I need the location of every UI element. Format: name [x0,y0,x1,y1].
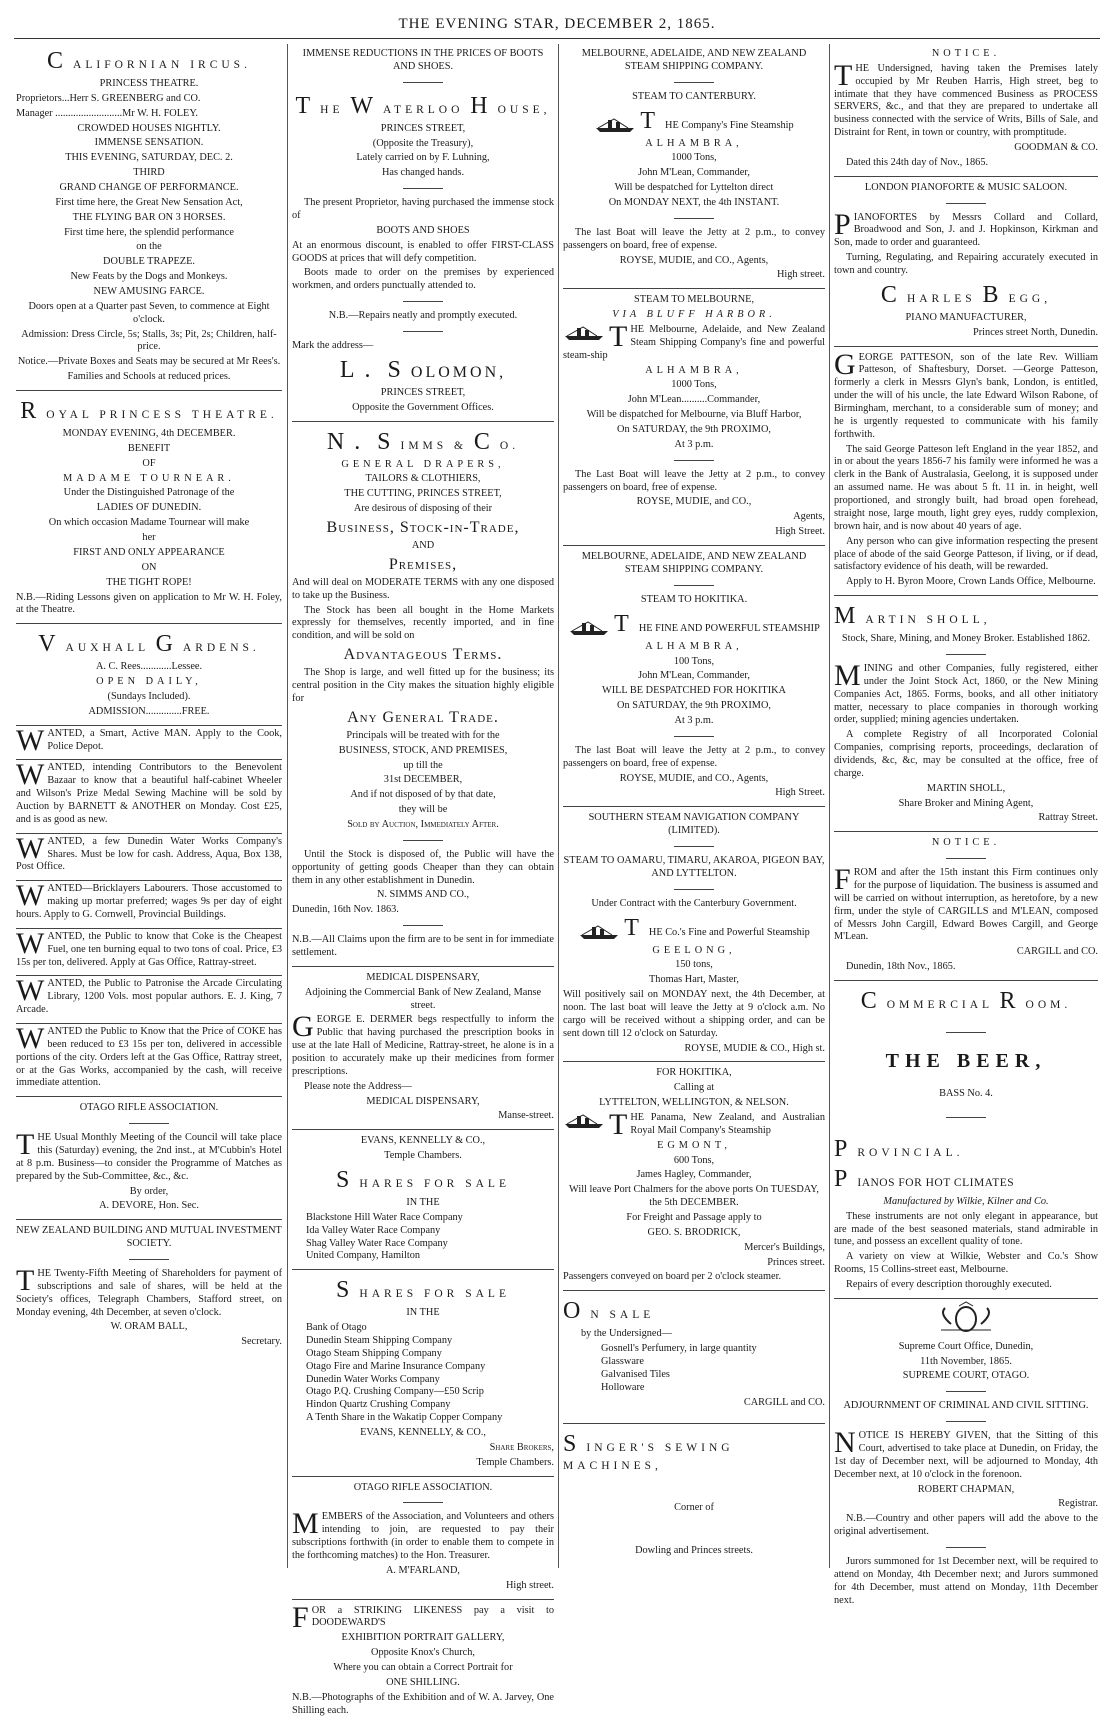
circus-ad [16,46,282,384]
wanted-ad: WANTED, the Public to know that Coke is the Cheapest Fuel, one ten burning equal to two tons of coal. Price, £3 15s per ton, delivered. Apply at Gas Office, Rattray-street. [16,926,282,968]
ad-line: Business, Stock-in-Trade, [326,519,520,537]
ad-line: OF [142,457,156,469]
ad-line: Under Contract with the Canterbury Government. [591,897,797,909]
list-item: Holloware [601,1381,645,1393]
ad-signature: ROBERT CHAPMAN, [917,1483,1015,1495]
wanted-ad: WANTED, intending Contributors to the Benevolent Bazaar to know that a beautiful half-cabinet Wheeler and Wilson's Prize Medal Sewing Machine will be sold by Auction by BARNETT & ANOTHER on Monday. Cost £25, and is as good as new. [16,758,282,825]
steam-melbourne-ad [563,294,825,539]
list-item: Gosnell's Perfumery, in large quantity [601,1343,757,1355]
ad-line: EXHIBITION PORTRAIT GALLERY, [341,1632,505,1644]
ad-line: PRINCES STREET, [380,386,466,398]
list-item: Otago Fire and Marine Insurance Company [306,1360,486,1372]
ad-line: (Opposite the Treasury), [372,137,474,149]
ad-line: by the Undersigned— [581,1328,672,1340]
steamship-icon [563,324,605,342]
ad-line: Share Broker and Mining Agent, [898,797,1034,809]
wanted-ad: WANTED, a Smart, Active MAN. Apply to the Cook, Police Depot. [16,723,282,757]
ad-signature: ROYSE, MUDIE, and CO., Agents, [619,772,769,784]
ad-line: PRINCESS THEATRE. [99,78,199,89]
ad-body: ROM and after the 15th instant this Firm continues only for the purpose of liquidation. The business is assumed and will be carried on without interruption, as heretofore, by a new firm, under the style of CARGILLS and M'LEAN, composed of Messrs John Cargill, Edward Bowes Cargill, and George M'Lean. [834,867,1098,943]
cargill-notice: NOTICE. FROM and after the 15th instant this Firm continues only for the purpose of liquidation. The business is assumed and will be carried on without interruption, as heretofore, by a new firm, under the style of CARGILLS and M'LEAN, composed of Messrs John Cargill, Edward Bowes Cargill, and George M'Lean. CARGILL and CO. Dunedin, 18th Nov., 1865. [834,837,1098,973]
ad-line: THE Company's Fine Steamship [563,106,825,136]
ad-line: Advantageous Terms. [343,646,503,664]
list-item: Otago P.Q. Crushing Company—£50 Scrip [306,1386,484,1398]
ad-line: Secretary. [241,1336,282,1348]
ad-line: THE Co.'s Fine and Powerful Steamship [563,913,825,943]
ad-body: At an enormous discount, is enabled to offer FIRST-CLASS GOODS at prices that will defy competition. [292,239,554,264]
ad-body: EORGE E. DERMER begs respectfully to inform the Public that having purchased the prescription books in use at the late Hall of Medicine, Rattray-street, he alone is in a position to accurately make up their medicines from former prescriptions. [292,1014,554,1077]
ad-line: N.B.—Riding Lessons given on application to Mr W. H. Foley, at the Theatre. [16,591,282,616]
ad-heading: STEAM TO MELBOURNE, [633,294,755,306]
ad-line: High Street. [775,526,825,538]
ad-body: HE Undersigned, having taken the Premises lately occupied by Mr Reuben Harris, High street, beg to intimate that they have commenced Business as PROCESS SERVERS, &c., and that they are prepared to undertake all business connected with the service of Writs, Bills of Sale, and Distraint for Rent, in town or country, with promptitude. [834,62,1098,139]
ad-body: A variety on view at Wilkie, Webster and Co.'s Show Rooms, 15 Collins-street east, Melbourne. [834,1251,1098,1276]
singer-ad [563,1429,825,1557]
ad-line: 11th November, 1865. [920,1355,1012,1367]
ad-line: And if not disposed of by that date, [350,789,496,801]
ad-heading: THE WATERLOO HOUSE, [295,92,551,119]
ad-line: On MONDAY NEXT, the 4th INSTANT. [608,197,780,209]
ad-line: Admission: Dress Circle, 5s; Stalls, 3s; Pit, 2s; Children, half-price. [21,328,277,353]
ad-heading: VAUXHALL GARDENS. [38,631,260,658]
ad-line: By order, [129,1185,169,1197]
ad-line: up till the [403,759,443,771]
ad-body: Will positively sail on MONDAY next, the 4th December, at noon. The last boat will leave the Jetty at 9 o'clock a.m. No cargo will be received without a shipping order, and can be sent down till 12 o'clock on Saturday. [563,989,825,1039]
ad-line: NEW AMUSING FARCE. [93,286,205,298]
ad-line: BASS No. 4. [939,1087,993,1099]
ad-line: Calling at [673,1082,715,1094]
ad-heading: MELBOURNE, ADELAIDE, AND NEW ZEALAND STEAM SHIPPING COMPANY. [581,551,807,575]
ad-line: Sold by Auction, Immediately After. [347,818,499,830]
ad-line: First time here, the Great New Sensation Act, [55,196,243,208]
ad-body: HE Twenty-Fifth Meeting of Shareholders for payment of subscriptions and sale of shares, will be held at the Society's offices, Telegraph Chambers, Stafford street, on Monday evening, 4th December, at seven o'clock. [16,1268,282,1318]
ad-heading: THE BEER, [885,1049,1047,1072]
ad-body: HE Usual Monthly Meeting of the Council will take place this (Saturday) evening, the 2nd inst., at M'Cubbin's Hotel at 8 p.m. Business—to consider the Programme of Matches as prepared by the Sub-Committee, &c., &c. [16,1132,282,1182]
list-item: Glassware [601,1356,644,1368]
ad-body: Apply to H. Byron Moore, Crown Lands Office, Melbourne. [846,576,1096,588]
ad-heading: PROVINCIAL. [834,1135,964,1162]
provincial-ad [834,1134,1098,1292]
ad-line: EGMONT, [657,1139,731,1151]
ad-line: WILL BE DESPATCHED FOR HOKITIKA [601,685,786,697]
ad-heading: OTAGO RIFLE ASSOCIATION. [79,1102,219,1114]
shares-ad-2 [292,1275,554,1469]
ad-line: THE CUTTING, PRINCES STREET, [344,488,502,500]
ad-line: BOOTS AND SHOES [376,224,470,236]
ad-line: STEAM TO HOKITIKA. [640,593,748,605]
royal-princess-ad [16,396,282,617]
ad-heading: CALIFORNIAN IRCUS. [47,48,251,74]
ad-signature: ROYSE, MUDIE, and CO., [636,496,752,508]
ad-line: EVANS, KENNELLY & CO., [360,1135,486,1147]
ad-heading: IMMENSE REDUCTIONS IN THE PRICES OF BOOTS AND SHOES. [302,48,544,72]
ad-signature: GEO. S. BRODRICK, [647,1226,741,1238]
ad-body: THE Panama, New Zealand, and Australian Royal Mail Company's Steamship [563,1112,825,1138]
ad-line: Mark the address— [292,340,374,352]
ad-line: A. C. Rees............Lessee. [95,661,203,673]
ad-line: ALHAMBRA, [645,364,743,376]
ad-heading: MELBOURNE, ADELAIDE, AND NEW ZEALAND STEAM SHIPPING COMPANY. [581,48,807,72]
ad-body: Until the Stock is disposed of, the Public will have the opportunity of getting goods Cheaper than they can obtain them in any other establishment in Dunedin. [292,848,554,886]
ad-signature: ROYSE, MUDIE, and CO., Agents, [619,254,769,266]
ad-body: OR a STRIKING LIKENESS pay a visit to DOODEWARD'S [311,1604,554,1629]
egmont-ad [563,1067,825,1284]
ad-heading: NEW ZEALAND BUILDING AND MUTUAL INVESTMENT SOCIETY. [16,1225,282,1250]
list-item: Galvanised Tiles [601,1368,670,1380]
ad-line: GRAND CHANGE OF PERFORMANCE. [59,182,239,194]
ad-line: Opposite the Government Offices. [352,401,494,413]
ad-line: James Hagley, Commander, [636,1169,752,1181]
ad-line: IN THE [406,1307,440,1319]
column-3 [563,46,825,1566]
ad-line: they will be [398,804,448,816]
ad-heading: NOTICE. [931,837,1001,849]
ad-line: MADAME TOURNEAR. [63,472,235,484]
ad-line: IMMENSE SENSATION. [94,137,204,149]
royal-arms-icon [834,1304,1098,1339]
ad-signature: A. M'FARLAND, [385,1564,461,1576]
supreme-court-notice: Supreme Court Office, Dunedin, 11th November, 1865. SUPREME COURT, OTAGO. ADJOURNMENT OF CRIMINAL AND CIVIL SITTING. NOTICE IS HEREBY GIVEN, that the Sitting of this Court, advertised to take place at Dunedin, on Friday, the 1st day of December next, will be adjourned to Monday, 4th December next, at 10 o'clock in the forenoon. ROBERT CHAPMAN, Registrar. N.B.—Country and other papers will add the above to the original advertisement. Jurors summoned for 1st December next, will be required to attend on Monday, 4th December next; and Jurors summoned for 4th December, must attend on Monday, 11th December next. [834,1304,1098,1608]
ad-line: ADMISSION..............FREE. [88,705,210,717]
vauxhall-ad [16,629,282,718]
ad-line: OPEN DAILY, [96,676,202,688]
ad-heading: COMMERCIAL ROOM. [860,987,1072,1014]
ad-line: Corner of [674,1501,714,1513]
ad-line: (Sundays Included). [107,690,191,702]
list-item: Blackstone Hill Water Race Company [306,1211,463,1223]
ad-body: Repairs of every description thoroughly executed. [846,1279,1052,1290]
ad-line: on the [136,241,162,253]
ad-heading: LONDON PIANOFORTE & MUSIC SALOON. [864,181,1068,193]
ad-line: Thomas Hart, Master, [649,974,739,986]
steamship-icon [594,116,636,134]
ad-heading: N. SIMMS & CO. [326,428,520,455]
ad-body: INING and other Companies, fully registered, either under the Joint Stock Act, 1860, or the New Mining Companies Act, 1865. Forms, books, and all other initiatory matter, necessary to place companies in thorough working order, supplied; mining agencies undertaken. [834,662,1098,726]
list-item: A Tenth Share in the Wakatip Copper Company [306,1412,503,1424]
ad-line: Principals will be treated with for the [346,729,500,741]
ad-line: Doors open at a Quarter past Seven, to commence at Eight o'clock. [28,300,270,325]
ad-line: Manager ..........................Mr W. H. FOLEY. [16,107,198,119]
ad-line: 1000 Tons, [671,152,717,164]
ad-line: Will leave Port Chalmers for the above ports On TUESDAY, the 5th DECEMBER. [569,1184,819,1209]
ad-body: A complete Registry of all Incorporated Colonial Companies, comprising reports, proceedings, declaration of dividends, &c, &c, may be consulted at the office, free of charge. [834,729,1098,779]
portrait-gallery-ad: FOR a STRIKING LIKENESS pay a visit to DOODEWARD'S EXHIBITION PORTRAIT GALLERY, Opposite Knox's Church, Where you can obtain a Correct Portrait for ONE SHILLING. N.B.—Photographs of the Exhibition and of W. A. Jarvey, One Shilling each. [292,1600,554,1716]
ad-body: The Last Boat will leave the Jetty at 2 p.m., to convey passengers on board, free of expense. [563,468,825,493]
medical-dispensary-ad: MEDICAL DISPENSARY, Adjoining the Commercial Bank of New Zealand, Manse street. GEORGE E. DERMER begs respectfully to inform the Public that having purchased the prescription books in use at the late Hall of Medicine, Rattray-street, he alone is in a position to accurately make up their medicines from former prescriptions. Please note the Address— MEDICAL DISPENSARY, Manse-street. [292,971,554,1122]
ad-signature: N. SIMMS AND CO., [376,889,470,901]
wanted-ad: WANTED, a few Dunedin Water Works Company's Shares. Must be low for cash. Address, Aqua, Box 138, Post Office. [16,831,282,873]
ad-body: And will deal on MODERATE TERMS with any one disposed to take up the Business. [292,576,554,601]
ad-line: Are desirous of disposing of their [353,503,493,515]
ad-line: 600 Tons, [673,1154,715,1166]
ad-line: Where you can obtain a Correct Portrait for [333,1662,513,1674]
ad-body: Jurors summoned for 1st December next, will be required to attend on Monday, 4th December next; and Jurors summoned for 4th December, must attend on Monday, 11th December next. [834,1556,1098,1606]
ad-body: The said George Patteson left England in the year 1852, and in or about the years 1856-7 his family were informed he was a clerk in the Bank of Australasia, Geelong, it is supposed under an assumed name. He was about 5 ft. 11 in. in height, well proportioned, and strongly built, had broad open forehead, straight nose, large mouth, light grey eyes, ruddy complexion, brown hair, and is now about 40 years of age. [834,443,1098,532]
ad-line: John M'Lean..........Commander, [627,394,761,406]
ad-heading: VIA BLUFF HARBOR. [612,309,776,321]
martin-sholl-ad: MARTIN SHOLL, Stock, Share, Mining, and Money Broker. Established 1862. MINING and other Companies, fully registered, either under the Joint Stock Act, 1860, or the New Mining Companies Act, 1865. Forms, books, and all other initiatory matter, necessary to place companies in thorough working order, supplied; mining agencies undertaken. A complete Registry of all Incorporated Colonial Companies, comprising reports, proceedings, declaration of dividends, &c, &c, may be consulted at the office, free of charge. MARTIN SHOLL, Share Broker and Mining Agent, Rattray Street. [834,603,1098,824]
ad-line: THIS EVENING, SATURDAY, DEC. 2. [65,152,233,164]
wanted-ad: WANTED the Public to Know that the Price of COKE has been reduced to £3 15s per ton, delivered in accessible portions of the city. Orders left at the Gas Office, Rattray street, or at the Gas Works, accompanied by the cash, will receive immediate attention. [16,1021,282,1089]
ad-body: The last Boat will leave the Jetty at 2 p.m., to convey passengers on board, free of expense. [563,226,825,251]
southern-steam-ad [563,812,825,1055]
ad-line: STEAM TO CANTERBURY. [632,90,756,102]
building-society-ad: NEW ZEALAND BUILDING AND MUTUAL INVESTMENT SOCIETY. THE Twenty-Fifth Meeting of Shareholders for payment of subscriptions and sale of shares, will be held at the Society's offices, Telegraph Chambers, Stafford street, on Monday evening, 4th December, at seven o'clock. W. ORAM BALL, Secretary. [16,1225,282,1348]
ad-line: New Feats by the Dogs and Monkeys. [70,271,228,283]
ad-signature: ROYSE, MUDIE & CO., High st. [684,1042,825,1054]
ad-line: TAILORS & CLOTHIERS, [365,473,481,485]
ad-line: First time here, the splendid performance [64,226,234,238]
ad-line: On SATURDAY, the 9th PROXIMO, [617,700,771,712]
ad-line: GEELONG, [652,944,736,956]
ad-line: Share Brokers, [489,1441,554,1453]
ad-line: PRINCES STREET, [380,122,466,134]
ad-line: Mercer's Buildings, [744,1241,825,1253]
rifle-members-ad: OTAGO RIFLE ASSOCIATION. MEMBERS of the Association, and Volunteers and others intending to join, are requested to pay their subscriptions forthwith (in order to enable them to compete in the forthcoming matches) to the Hon. Treasurer. A. M'FARLAND, High street. [292,1481,554,1591]
simms-ad [292,427,554,960]
ad-line: MONDAY EVENING, 4th DECEMBER. [62,428,236,440]
ad-line: Supreme Court Office, Dunedin, [898,1340,1034,1352]
ad-signature: EVANS, KENNELLY, & CO., [360,1427,486,1439]
ad-line: Opposite Knox's Church, [371,1647,475,1659]
ad-body: Passengers conveyed on board per 2 o'clock steamer. [563,1271,782,1283]
ad-signature: CARGILL and CO. [1016,946,1098,958]
ad-body: EMBERS of the Association, and Volunteers and others intending to join, are requested to pay their subscriptions forthwith (in order to enable them to compete in the forthcoming matches) to the Hon. Treasurer. [292,1511,554,1562]
ad-line: Please note the Address— [304,1080,412,1092]
ad-line: DOUBLE TRAPEZE. [103,256,195,268]
ad-line: High Street. [775,787,825,799]
column-rule [829,44,830,1568]
ad-line: On which occasion Madame Tournear will make [48,517,250,529]
ad-line: THE TIGHT ROPE! [106,576,192,588]
ad-body: The Stock has been all bought in the Home Markets expressly for themselves, recently imported, and in fine condition, and will be sold on [292,604,554,642]
ad-line: LADIES OF DUNEDIN. [96,502,202,514]
ad-line: 1000 Tons, [671,379,717,391]
ad-line: Dated this 24th day of Nov., 1865. [846,156,989,168]
ad-body: Turning, Regulating, and Repairing accurately executed in town and country. [834,252,1098,277]
ad-body: N.B.—Photographs of the Exhibition and of W. A. Jarvey, One Shilling each. [292,1691,554,1716]
ad-line: FIRST AND ONLY APPEARANCE [73,546,225,558]
ad-line: IN THE [406,1196,440,1208]
rifle-council-ad: OTAGO RIFLE ASSOCIATION. THE Usual Monthly Meeting of the Council will take place this (Saturday) evening, the 2nd inst., at M'Cubbin's Hotel at 8 p.m. Business—to consider the Programme of Matches as prepared by the Sub-Committee, &c., &c. By order, A. DEVORE, Hon. Sec. [16,1102,282,1212]
ad-line: At 3 p.m. [674,438,714,450]
ad-body: Boots made to order on the premises by experienced workmen, and orders punctually attended to. [292,267,554,292]
ad-line: John M'Lean, Commander, [638,167,750,179]
ad-line: High street. [505,1579,554,1591]
ad-line: GENERAL DRAPERS, [341,458,505,470]
column-rule [287,44,288,1568]
masthead-rule [14,38,1100,39]
ad-line: Princes street. [767,1256,825,1268]
ad-heading: L. SOLOMON, [339,356,507,383]
list-item: Dunedin Water Works Company [306,1373,440,1385]
ad-line: Proprietors...Herr S. GREENBERG and CO. [16,92,201,104]
list-item: Shag Valley Water Race Company [306,1237,448,1249]
ad-heading: ADJOURNMENT OF CRIMINAL AND CIVIL SITTING. [843,1400,1089,1412]
ad-line: On SATURDAY, the 9th PROXIMO, [617,424,771,436]
on-sale-ad [563,1296,825,1409]
ad-heading: CHARLES BEGG, [880,281,1052,308]
ad-heading: SINGER'S SEWING MACHINES, [563,1431,734,1473]
ad-line: Dunedin, 16th Nov. 1863. [292,904,399,916]
ad-line: High street. [776,269,825,281]
ad-line: Under the Distinguished Patronage of the [63,487,235,499]
ad-signature: GOODMAN & CO. [1014,142,1098,154]
ad-line: Families and Schools at reduced prices. [67,371,231,383]
ad-line: Any General Trade. [347,708,499,726]
ad-line: John M'Lean, Commander, [638,670,750,682]
list-item: United Company, Hamilton [306,1250,421,1262]
ad-body: Any person who can give information respecting the present place of abode of the said George Patteson, if living, or if dead, satisfactory evidence of his death, will be rewarded. [834,535,1098,573]
ad-body: N.B.—All Claims upon the firm are to be sent in for immediate settlement. [292,934,554,958]
list-item: Otago Steam Shipping Company [306,1347,442,1359]
ad-heading: NOTICE. [931,48,1001,59]
ad-body: The Shop is large, and well fitted up for the business; its central position in the City makes the situation highly eligible for [292,667,554,704]
column-1 [16,46,282,1566]
patteson-notice: GEORGE PATTESON, son of the late Rev. William Patteson, of Shaftesbury, Dorset. —George Patteson, formerly a clerk in Messrs Glyn's bank, London, is entitled, under the will of his uncle, the late Edward Wilson Rabone, of Birmingham, merchant, to a considerable sum of money; and he is urgently requested to communicate with his family forthwith. The said George Patteson left England in the year 1852, and in or about the years 1856-7 his family were informed he was a clerk in the Bank of Australasia, Geelong, it is supposed under an assumed name. He was about 5 ft. 11 in. in height, well proportioned, and strongly built, had broad open forehead, straight nose, large mouth, light grey eyes, ruddy complexion, brown hair, and is now about 40 years of age. Any person who can give information respecting the present place of abode of the said George Patteson, if living, or if dead, satisfactory evidence of his death, will be rewarded. Apply to H. Byron Moore, Crown Lands Office, Melbourne. [834,347,1098,588]
masthead: THE EVENING STAR, DECEMBER 2, 1865. [398,16,716,32]
ad-body: The last Boat will leave the Jetty at 2 p.m., to convey passengers on board, free of expense. [563,744,825,769]
ad-signature: MARTIN SHOLL, [926,782,1006,794]
ad-line: For Freight and Passage apply to [626,1212,762,1223]
ad-line: Temple Chambers. [384,1150,462,1162]
ad-line: Princes street North, Dunedin. [973,326,1098,338]
ad-line: 31st DECEMBER, [383,774,463,786]
ad-heading: ON SALE [563,1298,655,1325]
ad-line: Rattray Street. [1038,812,1098,824]
steam-canterbury-ad [563,48,825,282]
ad-line: Will be despatched for Lyttelton direct [614,182,774,194]
commercial-room-ad [834,986,1098,1118]
ad-line: Temple Chambers. [476,1456,554,1468]
ad-line: At 3 p.m. [674,714,714,726]
ad-line: 100 Tons, [673,655,715,667]
ad-heading: ROYAL PRINCESS THEATRE. [20,398,278,425]
ad-line: LYTTELTON, WELLINGTON, & NELSON. [599,1097,789,1109]
ad-line: N.B.—Repairs neatly and promptly executed. [328,310,518,322]
ad-signature: CARGILL and CO. [743,1396,825,1408]
ad-line: Agents, [793,511,825,523]
ad-body: EORGE PATTESON, son of the late Rev. William Patteson, of Shaftesbury, Dorset. —George Patteson, formerly a clerk in Messrs Glyn's bank, London, is entitled, under the will of his uncle, the late Edward Wilson Rabone, of Birmingham, merchant, to a considerable sum of money; and he is urgently requested to communicate with his family forthwith. [834,351,1098,440]
steamship-icon [578,923,620,941]
shares-ad-1 [292,1135,554,1263]
ad-line: Registrar. [1058,1498,1098,1510]
steamship-icon [568,619,610,637]
ad-line: THIRD [133,167,165,179]
process-servers-notice: NOTICE. THE Undersigned, having taken the Premises lately occupied by Mr Reuben Harris, High street, beg to intimate that they have commenced Business as PROCESS SERVERS, &c., and that they are prepared to undertake all business connected with the service of Writs, Bills of Sale, and Distraint for Rent, in town or country, with promptitude. GOODMAN & CO. Dated this 24th day of Nov., 1865. [834,48,1098,168]
ad-line: AND [411,540,435,552]
ad-body: OTICE IS HEREBY GIVEN, that the Sitting of this Court, advertised to take place at Dunedin, on Friday, the 1st day of December next, will be adjourned to Monday, 4th December next, at 10 o'clock in the forenoon. [834,1430,1098,1480]
ad-body: THE Melbourne, Adelaide, and New Zealand Steam Shipping Company's fine and powerful steam-ship [563,320,825,361]
ad-line: THE FLYING BAR ON 3 HORSES. [72,211,226,223]
ad-heading: PIANOS FOR HOT CLIMATES [834,1165,1015,1192]
ad-line: ONE SHILLING. [386,1676,460,1688]
ad-line: Has changed hands. [381,167,465,179]
ad-line: Dowling and Princes streets. [635,1544,753,1556]
ad-line: BUSINESS, STOCK, AND PREMISES, [338,744,508,756]
list-item: Ida Valley Water Race Company [306,1224,441,1236]
ad-heading: SHARES FOR SALE [336,1277,510,1304]
ad-heading: MEDICAL DISPENSARY, [366,971,480,983]
wanted-ad: WANTED, the Public to Patronise the Arcade Circulating Library, 1200 Vols. most popular authors. E. J. King, 7 Arcade. [16,974,282,1016]
ad-line: Stock, Share, Mining, and Money Broker. Established 1862. [841,633,1091,645]
ad-line: CROWDED HOUSES NIGHTLY. [77,122,221,134]
ad-line: STEAM TO OAMARU, TIMARU, AKAROA, PIGEON BAY, AND LYTTELTON. [563,854,825,879]
ad-heading: SUPREME COURT, OTAGO. [902,1370,1030,1382]
ad-line: her [142,532,156,544]
ad-signature: W. ORAM BALL, [110,1321,188,1333]
wanted-ad: WANTED—Bricklayers Labourers. Those accustomed to making up mortar preferred; wages 9s per day of eight hours. Apply to G. Cornwell, Provincial Buildings. [16,879,282,920]
ad-line: ALHAMBRA, [645,640,743,652]
ad-heading: SOUTHERN STEAM NAVIGATION COMPANY (LIMITED). [588,812,800,837]
steamship-icon [563,1112,605,1130]
ad-line: Notice.—Private Boxes and Seats may be secured at Mr Rees's. [17,356,281,368]
ad-signature: A. DEVORE, Hon. Sec. [99,1200,199,1212]
column-4 [834,46,1098,1606]
ad-line: Dunedin, 18th Nov., 1865. [846,961,956,973]
ad-body: IANOFORTES by Messrs Collard and Collard, Broadwood and Son, J. and J. Hopkinson, Kirkman and Son, made to order and guaranteed. [834,211,1098,249]
column-rule [558,44,559,1568]
list-item: Hindon Quartz Crushing Company [306,1399,451,1411]
ad-body: The present Proprietor, having purchased the immense stock of [292,197,554,222]
ad-line: Premises, [388,555,458,573]
ad-line: THE FINE AND POWERFUL STEAMSHIP [563,609,825,639]
ad-body: N.B.—Country and other papers will add the above to the original advertisement. [834,1513,1098,1538]
ad-line: Manufactured by Wilkie, Kilner and Co. [883,1195,1049,1207]
ad-line: Manse-street. [498,1110,554,1122]
ad-body: These instruments are not only elegant in appearance, but are made of the best seasoned materials, stand admirable in tune, and possess an excellent quality of tone. [834,1210,1098,1248]
list-item: Bank of Otago [306,1322,367,1334]
ad-line: Will be dispatched for Melbourne, via Bluff Harbor, [586,409,802,421]
ad-line: BENEFIT [127,442,171,454]
ad-line: Lately carried on by F. Luhning, [356,152,490,164]
ad-heading: SHARES FOR SALE [336,1166,510,1193]
ad-line: 150 tons, [675,959,713,971]
ad-line: ALHAMBRA, [645,137,743,149]
ad-heading: FOR HOKITIKA, [656,1067,732,1079]
ad-line: PIANO MANUFACTURER, [905,311,1027,323]
ad-line: ON [141,561,157,573]
steam-hokitika-ad [563,551,825,800]
list-item: Dunedin Steam Shipping Company [306,1335,453,1346]
column-2 [292,46,554,1716]
ad-line: MEDICAL DISPENSARY, [366,1095,480,1107]
ad-heading: OTAGO RIFLE ASSOCIATION. [353,1481,493,1493]
ad-line: Adjoining the Commercial Bank of New Zealand, Manse street. [304,986,542,1011]
waterloo-house-ad [292,48,554,415]
pianoforte-ad: LONDON PIANOFORTE & MUSIC SALOON. PIANOFORTES by Messrs Collard and Collard, Broadwood and Son, J. and J. Hopkinson, Kirkman and Son, made to order and guaranteed. Turning, Regulating, and Repairing accurately executed in town and country. CHARLES BEGG, PIANO MANUFACTURER, Princes street North, Dunedin. [834,181,1098,338]
ad-heading: MARTIN SHOLL, [834,603,991,630]
